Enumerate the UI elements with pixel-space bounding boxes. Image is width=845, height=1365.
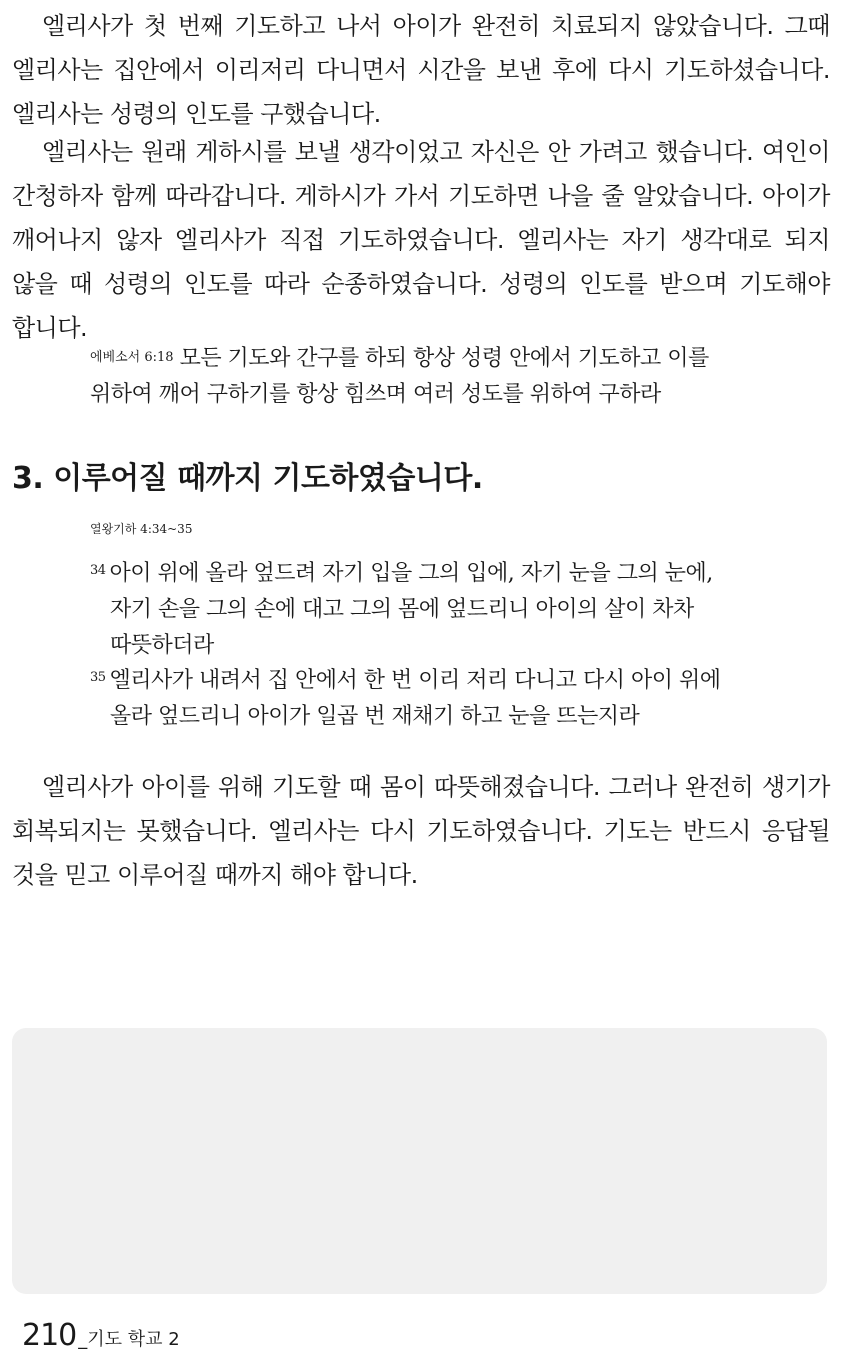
scripture-reference: 에베소서 6:18 xyxy=(90,350,174,365)
page-footer xyxy=(22,1318,180,1358)
book-title: _기도 학교 2 xyxy=(78,1329,180,1350)
verse-34 xyxy=(90,553,760,664)
body-paragraph-3: 엘리사가 아이를 위해 기도할 때 몸이 따뜻해졌습니다. 그러나 완전히 생기가 회복되지는 못했습니다. 엘리사는 다시 기도하였습니다. 기도는 반드시 응답될 것을 믿고 이루어질 때까지 해야 합니다. xyxy=(12,773,830,889)
body-paragraph-2: 엘리사는 원래 게하시를 보낼 생각이었고 자신은 안 가려고 했습니다. 여인이 간청하자 함께 따라갑니다. 게하시가 가서 기도하면 나을 줄 알았습니다. 아이가 깨어나지 않자 엘리사가 직접 기도하였습니다. 엘리사는 자기 생각대로 되지 않을 때 성령의 인도를 따라 순종하였습니다. 성령의 인도를 받으며 기도해야 합니다. xyxy=(12,138,830,342)
scripture-quote xyxy=(90,340,760,413)
verse-number: 34 xyxy=(90,563,106,578)
page-number: 210 xyxy=(22,1318,77,1353)
verse-35 xyxy=(90,660,760,735)
scripture-text: 모든 기도와 간구를 하되 항상 성령 안에서 기도하고 이를 위하여 깨어 구하기를 항상 힘쓰며 여러 성도를 위하여 구하라 xyxy=(90,346,709,407)
scripture-reference: 열왕기하 4:34~35 xyxy=(90,522,193,536)
verse-text: 아이 위에 올라 엎드려 자기 입을 그의 입에, 자기 눈을 그의 눈에, 자기 손을 그의 손에 대고 그의 몸에 엎드리니 아이의 살이 차차 따뜻하더라 xyxy=(109,561,713,658)
verse-number: 35 xyxy=(90,670,106,685)
blank-note-box xyxy=(12,1028,827,1294)
body-paragraph-1: 엘리사가 첫 번째 기도하고 나서 아이가 완전히 치료되지 않았습니다. 그때 엘리사는 집안에서 이리저리 다니면서 시간을 보낸 후에 다시 기도하셨습니다. 엘리사는 성령의 인도를 구했습니다. xyxy=(12,12,830,128)
section-heading: 3. 이루어질 때까지 기도하였습니다. xyxy=(12,461,483,496)
verse-text: 엘리사가 내려서 집 안에서 한 번 이리 저리 다니고 다시 아이 위에 올라 엎드리니 아이가 일곱 번 재채기 하고 눈을 뜨는지라 xyxy=(109,668,721,729)
